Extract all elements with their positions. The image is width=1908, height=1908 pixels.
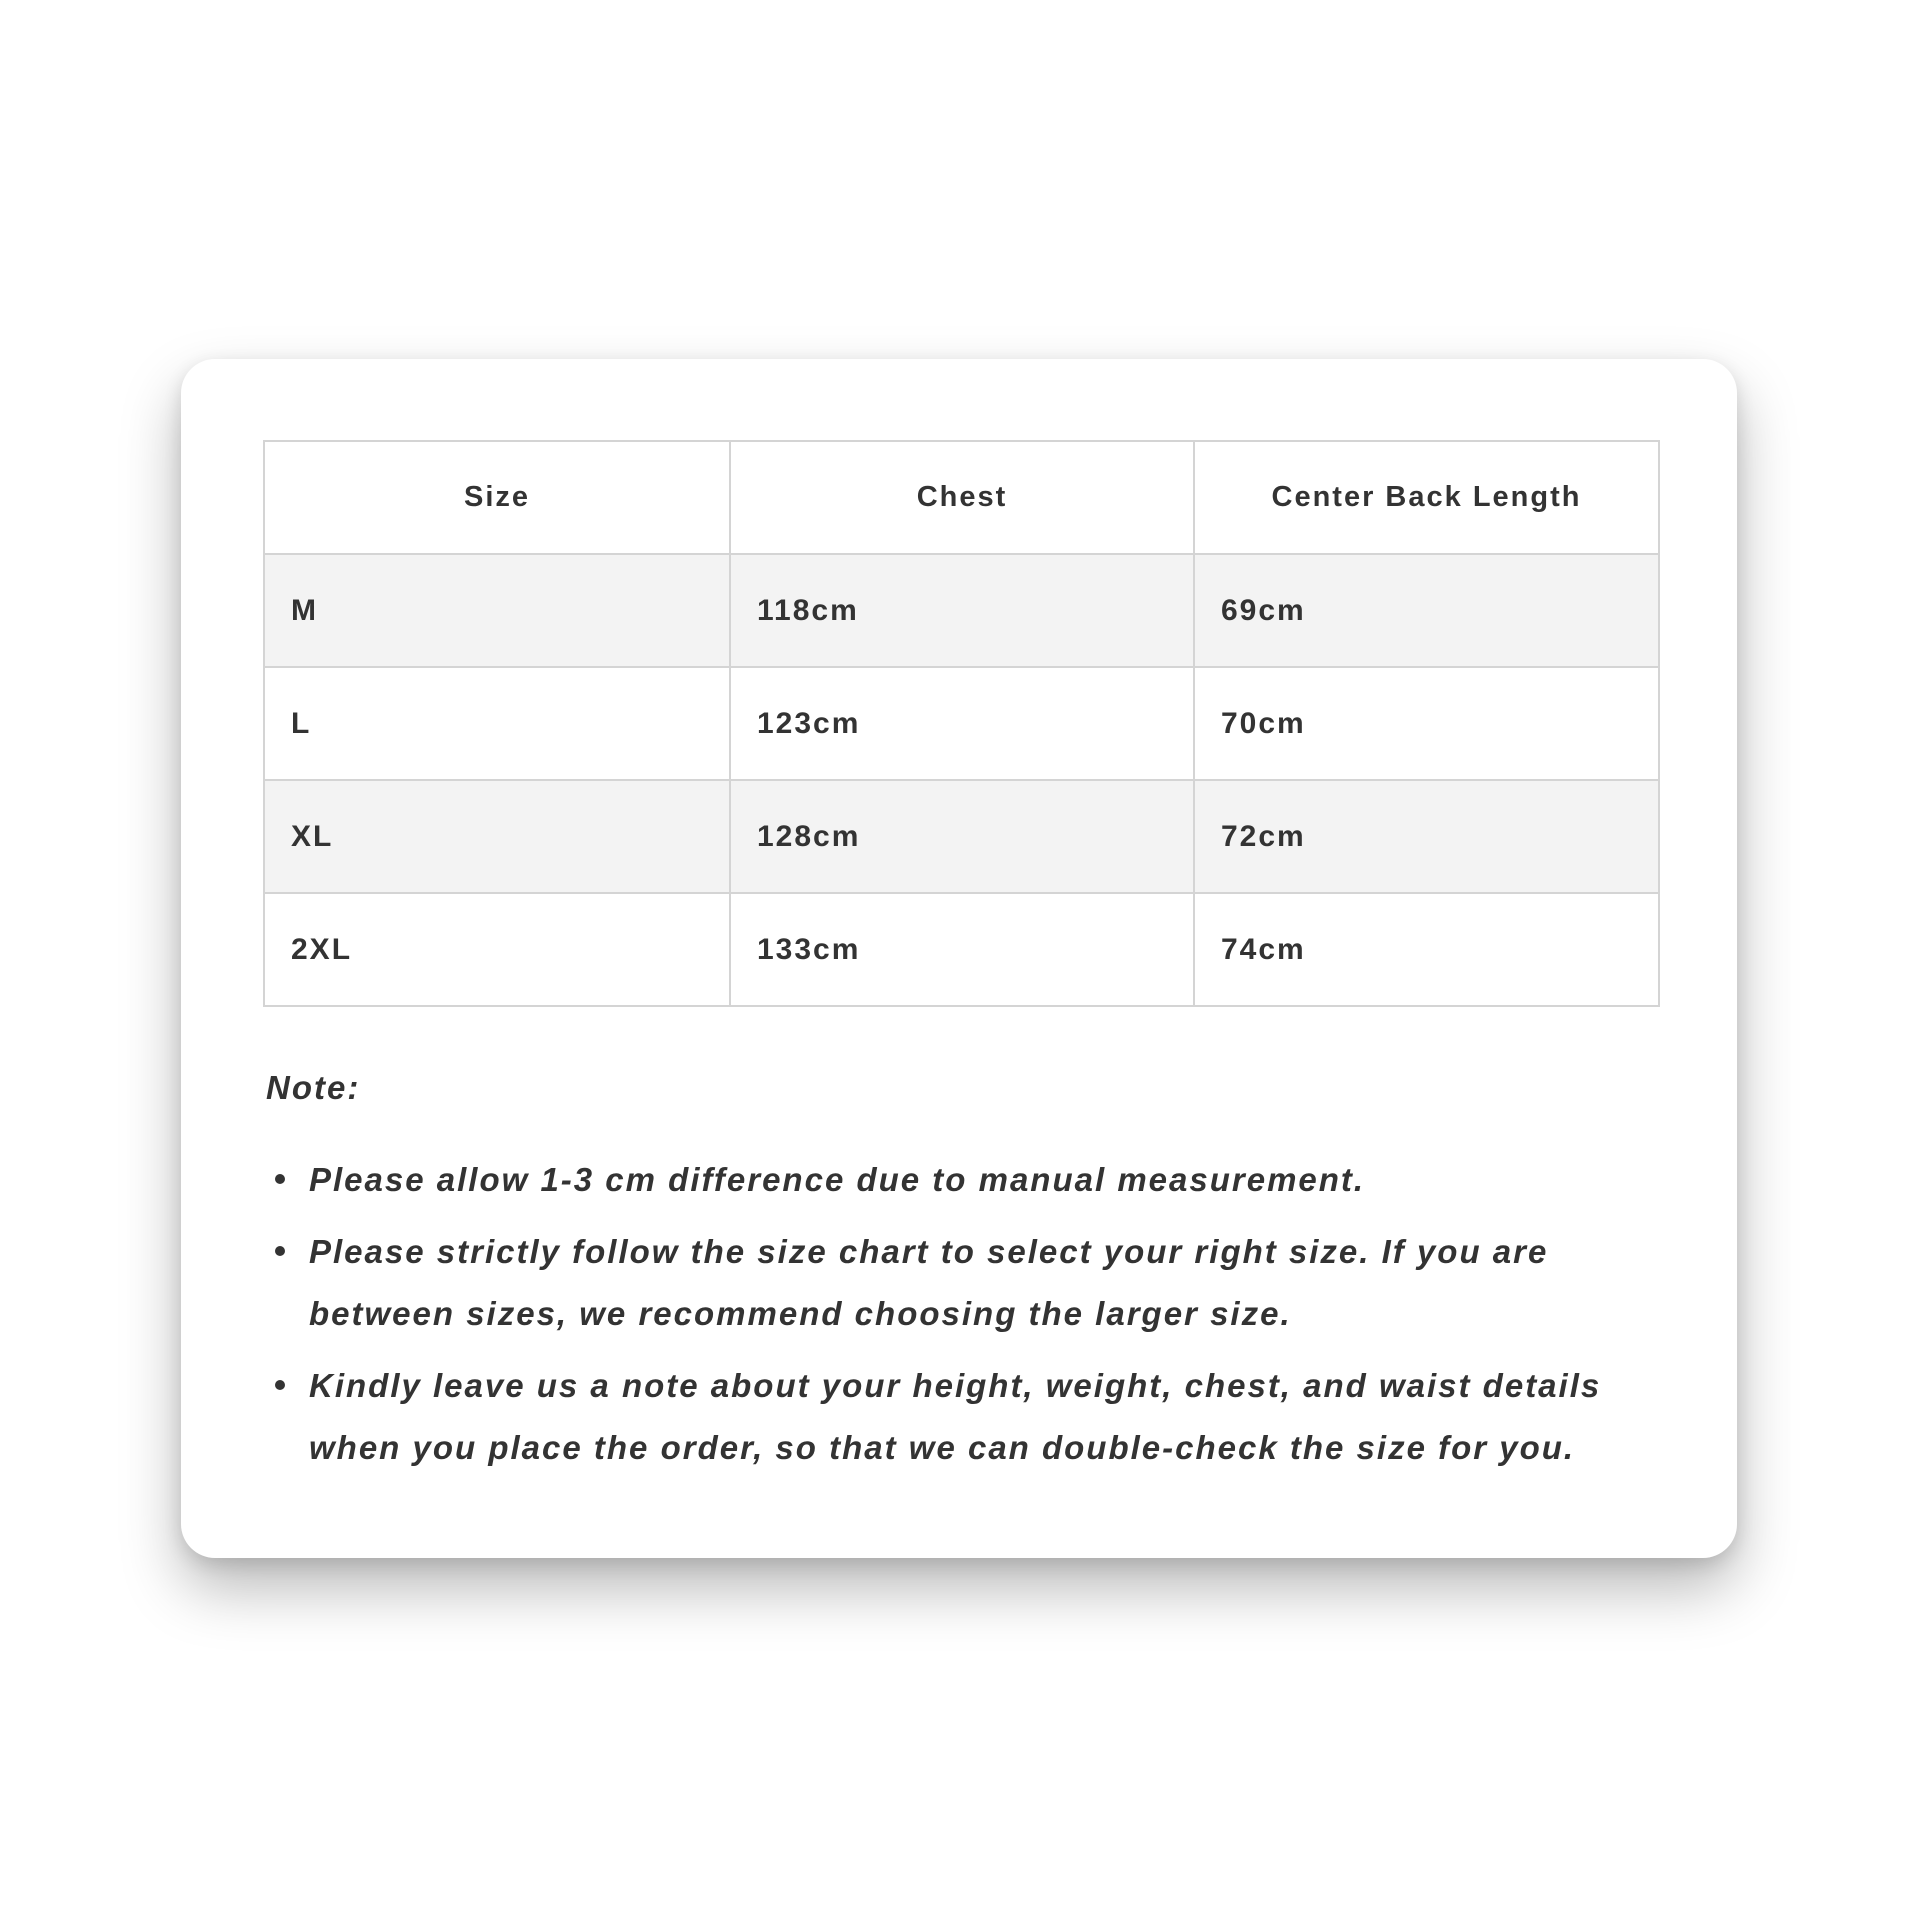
cell-size: 2XL xyxy=(264,893,730,1006)
note-item-text: Please strictly follow the size chart to select your right size. If you are between sizes, we recommend choosing the larger size. xyxy=(309,1233,1549,1332)
cell-size: L xyxy=(264,667,730,780)
cell-size: M xyxy=(264,554,730,667)
table-row xyxy=(264,780,1659,893)
header-center-back-length: Center Back Length xyxy=(1194,441,1659,554)
cell-center-back-length: 69cm xyxy=(1194,554,1659,667)
cell-chest: 118cm xyxy=(730,554,1194,667)
note-item xyxy=(309,1149,1699,1211)
cell-chest: 123cm xyxy=(730,667,1194,780)
size-chart-card xyxy=(181,359,1737,1558)
cell-center-back-length: 70cm xyxy=(1194,667,1659,780)
note-list xyxy=(309,1149,1699,1489)
table-row xyxy=(264,893,1659,1006)
note-item xyxy=(309,1221,1699,1345)
cell-chest: 128cm xyxy=(730,780,1194,893)
cell-center-back-length: 74cm xyxy=(1194,893,1659,1006)
bullet-icon xyxy=(275,1174,285,1184)
bullet-icon xyxy=(275,1246,285,1256)
size-chart-table xyxy=(263,440,1660,1007)
cell-size: XL xyxy=(264,780,730,893)
table-header-row xyxy=(264,441,1659,554)
table-row xyxy=(264,667,1659,780)
cell-center-back-length: 72cm xyxy=(1194,780,1659,893)
bullet-icon xyxy=(275,1380,285,1390)
note-item-text: Kindly leave us a note about your height, weight, chest, and waist details when you place the order, so that we can double-check the size for you. xyxy=(309,1367,1602,1466)
header-chest: Chest xyxy=(730,441,1194,554)
note-item xyxy=(309,1355,1699,1479)
note-item-text: Please allow 1-3 cm difference due to manual measurement. xyxy=(309,1161,1366,1198)
table-row xyxy=(264,554,1659,667)
note-title: Note: xyxy=(266,1069,361,1106)
header-size: Size xyxy=(264,441,730,554)
cell-chest: 133cm xyxy=(730,893,1194,1006)
